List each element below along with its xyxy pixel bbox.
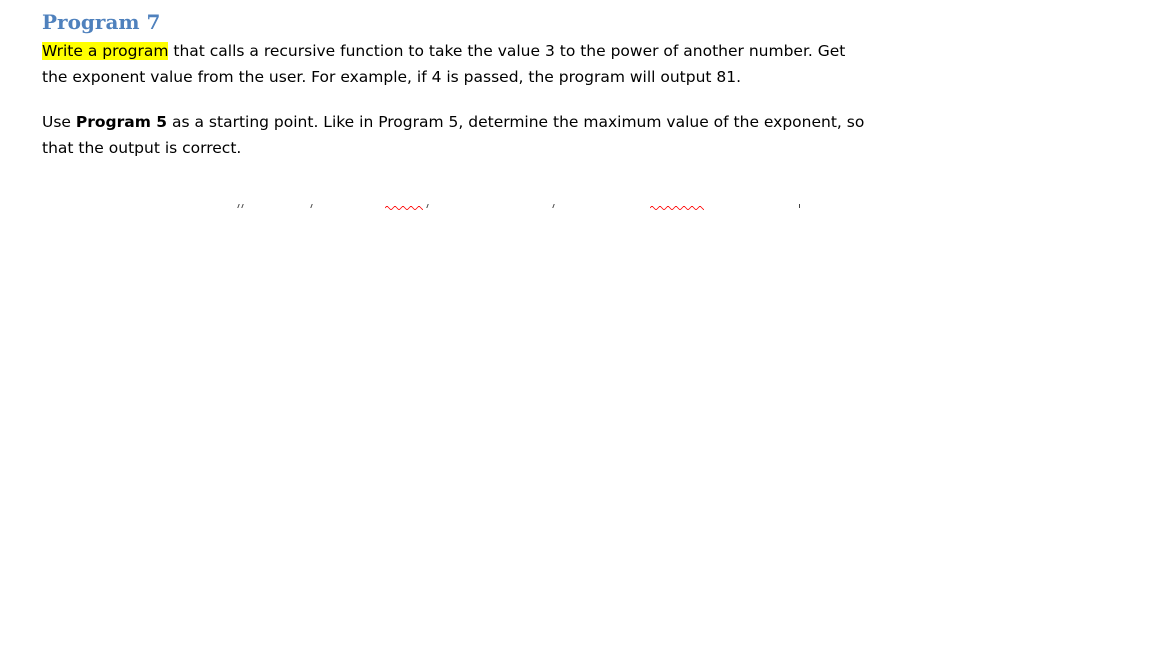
spellcheck-squiggle xyxy=(650,206,704,210)
instruction-text: that calls a recursive function to take the value 3 to the power of another number. Get the exponent value from the user. For example, if 4 is passed, the program will output 81. xyxy=(42,42,846,86)
bold-reference: Program 5 xyxy=(75,113,168,131)
note-paragraph xyxy=(42,109,872,161)
text-fragment xyxy=(799,204,800,208)
note-prefix: Use xyxy=(42,113,76,131)
text-fragment xyxy=(241,204,243,208)
text-fragment xyxy=(310,204,312,208)
page-title: Program 7 xyxy=(42,10,161,34)
note-text: as a starting point. Like in Program 5, determine the maximum value of the exponent, so that the output is correct. xyxy=(42,113,865,157)
text-fragment xyxy=(237,204,239,208)
text-fragment xyxy=(426,204,428,208)
spellcheck-squiggle xyxy=(385,206,423,210)
instruction-paragraph xyxy=(42,38,872,90)
highlighted-text: Write a program xyxy=(42,42,169,60)
clipped-text-line xyxy=(0,200,1152,216)
text-fragment xyxy=(552,204,554,208)
